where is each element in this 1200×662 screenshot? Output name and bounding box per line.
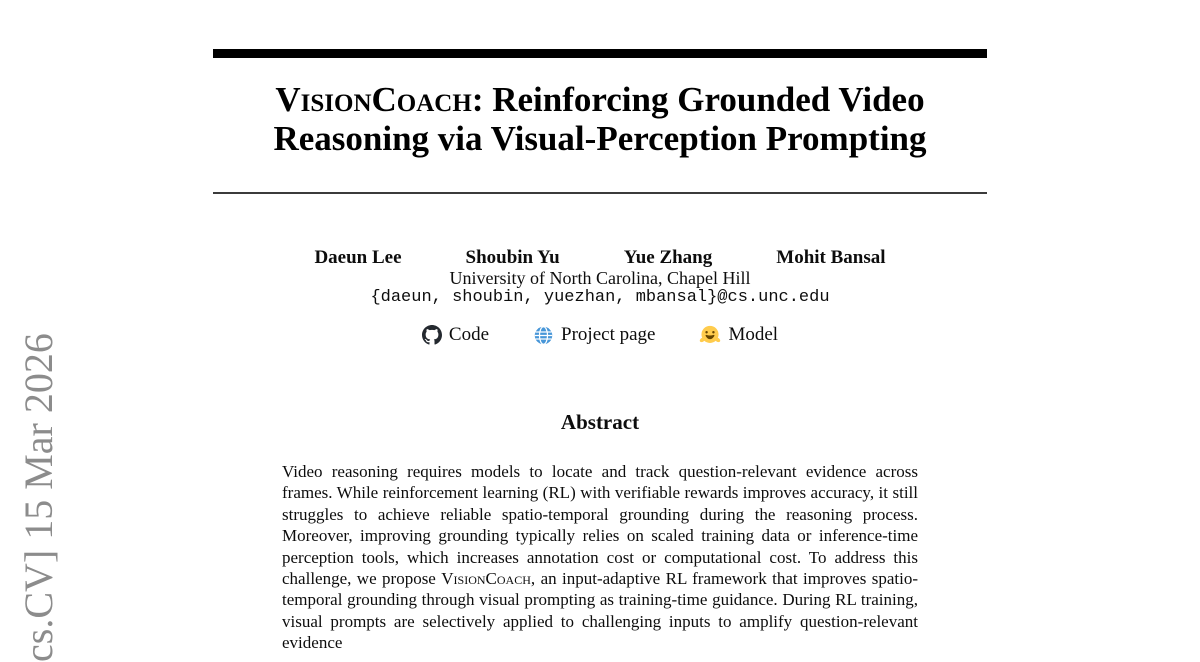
hugging-face-icon [699,324,721,346]
author-name: Daeun Lee [314,247,402,268]
paper-title [0,80,1200,158]
abstract-brand-smallcaps: VisionCoach [441,569,531,589]
title-divider-rule [213,192,987,194]
link-code[interactable] [422,324,489,346]
link-project-page-label: Project page [561,324,656,345]
link-model-label: Model [728,324,779,345]
arxiv-stamp: cs.CV] 15 Mar 2026 [16,333,61,662]
link-project-page[interactable] [533,324,655,346]
link-code-label: Code [448,324,490,345]
title-line2: Reasoning via Visual-Perception Prompting [273,119,927,158]
abstract-text-after-brand: , an input-adaptive RL framework that improves spatio-temporal grounding through visual prompting as training-time guidance. During RL training, visual prompts are selectively applied to challenging inputs to amplify question-relevant evidence [282,569,918,653]
top-rule [213,49,987,58]
globe-icon [533,325,554,346]
links-row [0,324,1200,346]
authors-row [0,247,1200,269]
author-name: Shoubin Yu [465,247,560,268]
abstract-text-before-brand: Video reasoning requires models to locate and track question-relevant evidence across frames. While reinforcement learning (RL) with verifiable rewards improves accuracy, it still struggles to achieve reliable spatio-temporal grounding during the reasoning process. Moreover, improving grounding typically relies on scaled training data or inference-time perception tools, which increases annotation cost or computational cost. To address this challenge, we propose [282,462,918,589]
abstract-text [282,461,918,654]
author-name: Yue Zhang [623,247,713,268]
title-brand: VisionCoach [275,80,472,119]
affiliation: University of North Carolina, Chapel Hill [449,268,751,288]
abstract-heading: Abstract [560,410,640,434]
authors-email: {daeun, shoubin, yuezhan, mbansal}@cs.unc.edu [370,288,830,307]
github-icon [422,325,442,345]
title-rest-line1: : Reinforcing Grounded Video [471,80,925,119]
link-model[interactable] [699,324,778,346]
author-name: Mohit Bansal [776,247,886,268]
